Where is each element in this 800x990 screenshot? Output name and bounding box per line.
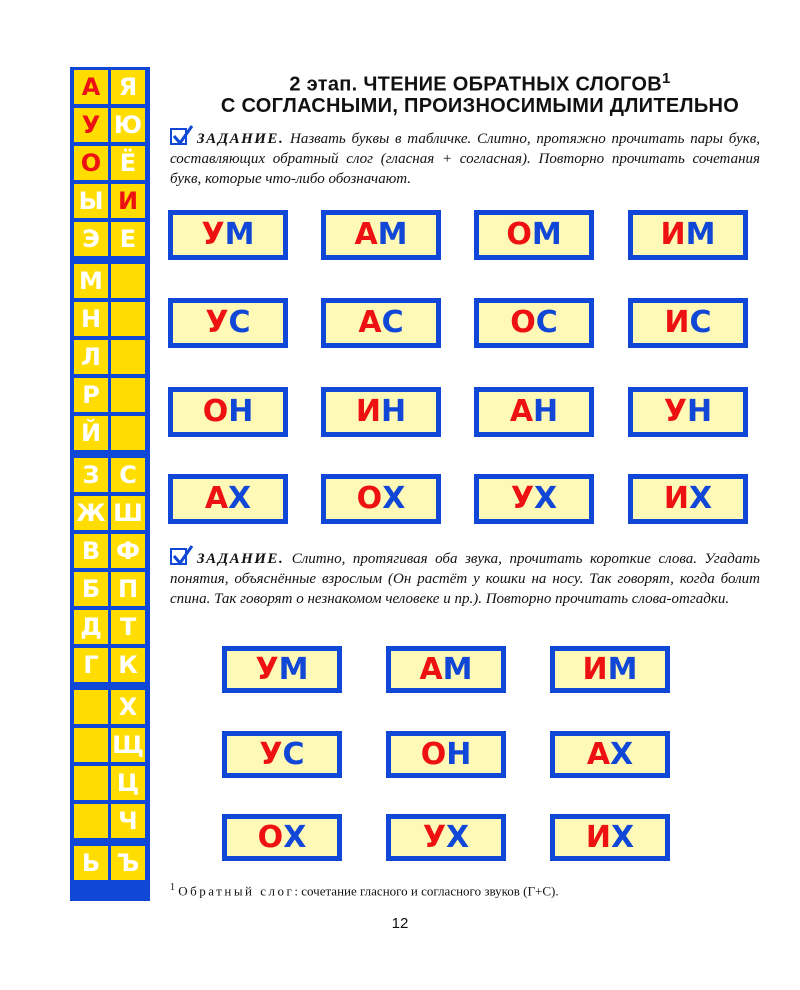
syllable-card	[386, 646, 506, 693]
consonant-letter: Н	[381, 394, 407, 429]
consonant-letter: Х	[446, 819, 470, 855]
alphabet-cell: Ж	[74, 496, 108, 530]
consonant-letter: Х	[688, 481, 713, 516]
syllable-card	[474, 474, 594, 524]
page-number: 12	[391, 915, 409, 932]
alphabet-cell: Н	[74, 302, 108, 336]
vowel-letter: О	[202, 394, 229, 429]
consonant-letter: С	[689, 305, 712, 340]
consonant-letter: М	[531, 217, 562, 252]
consonant-letter: Х	[382, 481, 406, 516]
syllable-text	[227, 651, 337, 688]
syllable-text	[326, 392, 436, 432]
syllable-text	[326, 215, 436, 255]
syllable-card	[321, 474, 441, 524]
syllable-card	[386, 731, 506, 778]
vowel-letter: И	[664, 305, 690, 340]
vowel-letter: О	[506, 217, 532, 252]
syllable-text	[227, 819, 337, 856]
syllable-text	[479, 303, 589, 343]
alphabet-cell	[74, 804, 108, 838]
vowel-letter: И	[582, 651, 608, 687]
syllable-text	[173, 215, 283, 255]
alphabet-cell	[74, 728, 108, 762]
syllable-card	[628, 474, 748, 524]
syllable-text	[173, 392, 283, 432]
vowel-letter: А	[204, 481, 229, 516]
consonant-letter: Н	[687, 394, 713, 429]
alphabet-cell	[111, 416, 145, 450]
syllable-card	[222, 731, 342, 778]
alphabet-cell: Э	[74, 222, 108, 256]
alphabet-cell: Г	[74, 648, 108, 682]
consonant-letter: М	[278, 651, 309, 687]
alphabet-cell	[111, 340, 145, 374]
consonant-letter: Х	[534, 481, 558, 516]
syllable-text	[633, 479, 743, 519]
alphabet-cell: А	[74, 70, 108, 104]
vowel-letter: У	[422, 819, 446, 855]
alphabet-cell: С	[111, 458, 145, 492]
alphabet-cell: Ы	[74, 184, 108, 218]
alphabet-cell: У	[74, 108, 108, 142]
alphabet-cell: И	[111, 184, 145, 218]
alphabet-cell: Б	[74, 572, 108, 606]
alphabet-cell: Ф	[111, 534, 145, 568]
alphabet-cell: З	[74, 458, 108, 492]
syllable-card	[321, 387, 441, 437]
syllable-text	[633, 392, 743, 432]
vowel-letter: И	[663, 481, 689, 516]
alphabet-cell: Ц	[111, 766, 145, 800]
syllable-text	[555, 651, 665, 688]
syllable-card	[550, 814, 670, 861]
vowel-letter: У	[255, 651, 279, 687]
consonant-letter: М	[442, 651, 473, 687]
task1-text: Назвать буквы в табличке. Слитно, протяжно прочитать пары букв, составляющих обратный слог (гласная + согласная). Повторно прочитать сочетания букв, которые что-либо обозначают.	[170, 131, 760, 187]
syllable-card	[628, 210, 748, 260]
vowel-letter: О	[420, 736, 447, 772]
vowel-letter: О	[510, 305, 536, 340]
vowel-letter: У	[259, 736, 283, 772]
vowel-letter: У	[205, 305, 229, 340]
alphabet-cell: В	[74, 534, 108, 568]
title-footnote-marker: 1	[661, 70, 671, 87]
syllable-card	[386, 814, 506, 861]
alphabet-cell: Е	[111, 222, 145, 256]
section-title-line1: 2 этап. ЧТЕНИЕ ОБРАТНЫХ СЛОГОВ	[289, 73, 662, 96]
consonant-letter: С	[535, 305, 558, 340]
consonant-letter: Х	[283, 819, 307, 855]
task2-label: ЗАДАНИЕ.	[197, 551, 285, 567]
alphabet-cell	[74, 690, 108, 724]
vowel-letter: А	[358, 305, 382, 340]
syllable-card	[628, 387, 748, 437]
syllable-card	[474, 387, 594, 437]
syllable-card	[474, 298, 594, 348]
footnote-marker: 1	[170, 882, 175, 893]
syllable-text	[391, 819, 501, 856]
alphabet-cell: Д	[74, 610, 108, 644]
syllable-text	[633, 215, 743, 255]
vowel-letter: О	[257, 819, 284, 855]
vowel-letter: О	[356, 481, 383, 516]
footnote-term: Обратный слог	[178, 883, 295, 899]
syllable-text	[633, 303, 743, 343]
syllable-text	[555, 736, 665, 773]
syllable-card	[168, 298, 288, 348]
alphabet-cell: Й	[74, 416, 108, 450]
alphabet-cell: Т	[111, 610, 145, 644]
task2-text: Слитно, протягивая оба звука, прочитать короткие слова. Угадать понятия, объяснённые взрослым (Он растёт у кошки на носу. Так говорят, когда болит спина. Так говорят о незнакомом человеке и пр.). Повторно прочитать слова-отгадки.	[170, 551, 760, 607]
alphabet-cell: М	[74, 264, 108, 298]
syllable-card	[168, 210, 288, 260]
syllable-text	[227, 736, 337, 773]
footnote	[170, 882, 559, 899]
task1-label: ЗАДАНИЕ.	[197, 131, 285, 147]
syllable-card	[321, 298, 441, 348]
syllable-text	[326, 303, 436, 343]
syllable-card	[321, 210, 441, 260]
alphabet-cell	[111, 264, 145, 298]
consonant-letter: С	[381, 305, 404, 340]
syllable-card	[628, 298, 748, 348]
consonant-letter: Н	[228, 394, 254, 429]
alphabet-cell: Ь	[74, 846, 108, 880]
vowel-letter: А	[354, 217, 378, 252]
vowel-letter: И	[355, 394, 381, 429]
syllable-text	[391, 651, 501, 688]
syllable-text	[326, 479, 436, 519]
consonant-letter: Н	[533, 394, 559, 429]
alphabet-cell: Х	[111, 690, 145, 724]
vowel-letter: А	[509, 394, 534, 429]
alphabet-cell	[111, 302, 145, 336]
syllable-card	[222, 814, 342, 861]
consonant-letter: Х	[610, 819, 635, 855]
alphabet-cell: Р	[74, 378, 108, 412]
syllable-text	[173, 479, 283, 519]
consonant-letter: М	[224, 217, 255, 252]
alphabet-cell: Я	[111, 70, 145, 104]
footnote-text: : сочетание гласного и согласного звуков (Г+С).	[294, 883, 559, 899]
syllable-card	[550, 646, 670, 693]
alphabet-table	[70, 67, 150, 901]
alphabet-cell	[74, 766, 108, 800]
task2-instructions	[170, 548, 760, 609]
syllable-text	[555, 819, 665, 856]
vowel-letter: И	[660, 217, 686, 252]
consonant-letter: С	[282, 736, 305, 772]
syllable-card	[474, 210, 594, 260]
syllable-card	[222, 646, 342, 693]
syllable-text	[173, 303, 283, 343]
alphabet-cell	[111, 378, 145, 412]
consonant-letter: М	[607, 651, 638, 687]
section-title	[160, 70, 800, 97]
alphabet-cell: Ш	[111, 496, 145, 530]
alphabet-cell: Ю	[111, 108, 145, 142]
vowel-letter: У	[663, 394, 688, 429]
syllable-card	[550, 731, 670, 778]
vowel-letter: А	[419, 651, 443, 687]
alphabet-cell: П	[111, 572, 145, 606]
task1-instructions	[170, 128, 760, 189]
vowel-letter: А	[586, 736, 611, 772]
alphabet-cell: Ё	[111, 146, 145, 180]
syllable-text	[479, 392, 589, 432]
alphabet-cell: Ч	[111, 804, 145, 838]
vowel-letter: У	[201, 217, 225, 252]
syllable-card	[168, 474, 288, 524]
vowel-letter: И	[585, 819, 611, 855]
consonant-letter: Н	[446, 736, 472, 772]
syllable-text	[479, 479, 589, 519]
alphabet-cell: Л	[74, 340, 108, 374]
alphabet-cell: О	[74, 146, 108, 180]
alphabet-cell: К	[111, 648, 145, 682]
alphabet-cell: Ъ	[111, 846, 145, 880]
consonant-letter: Х	[610, 736, 634, 772]
alphabet-cell: Щ	[111, 728, 145, 762]
consonant-letter: Х	[228, 481, 252, 516]
consonant-letter: М	[685, 217, 716, 252]
checkbox-icon	[170, 128, 187, 145]
checkbox-icon	[170, 548, 187, 565]
consonant-letter: С	[228, 305, 251, 340]
consonant-letter: М	[377, 217, 408, 252]
syllable-text	[479, 215, 589, 255]
section-subtitle: С СОГЛАСНЫМИ, ПРОИЗНОСИМЫМИ ДЛИТЕЛЬНО	[220, 95, 740, 117]
vowel-letter: У	[510, 481, 534, 516]
syllable-card	[168, 387, 288, 437]
syllable-text	[391, 736, 501, 773]
